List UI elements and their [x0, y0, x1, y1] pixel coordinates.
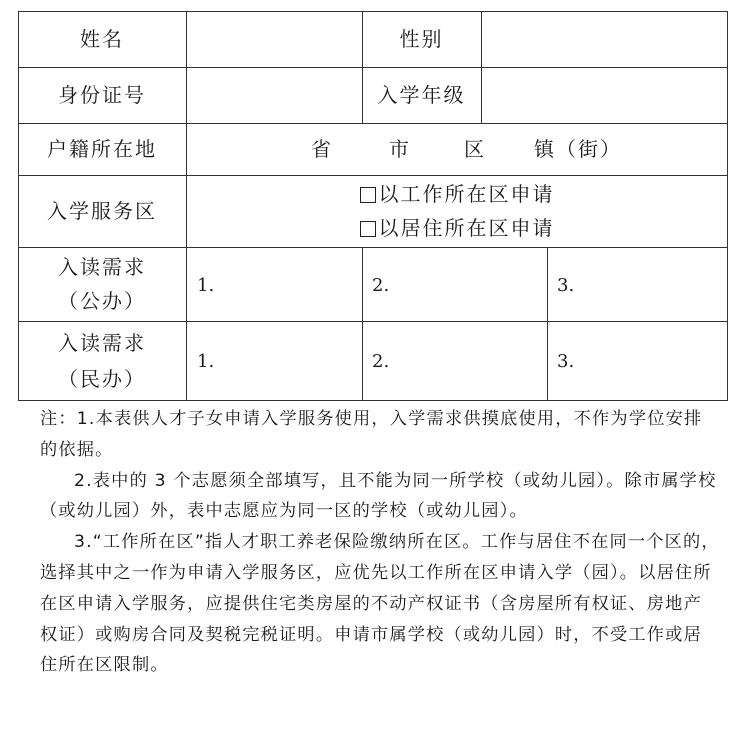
name-label: 姓名	[80, 27, 124, 51]
table-col-divider	[362, 247, 363, 401]
table-border-bottom	[18, 400, 728, 401]
public-choice-3[interactable]	[557, 275, 574, 296]
hukou-label: 户籍所在地	[47, 137, 157, 161]
note-2: 2.表中的 3 个志愿须全部填写，且不能为同一所学校（或幼儿园）。除市属学校（或幼儿园）外，表中志愿应为同一区的学校（或幼儿园）。	[40, 470, 717, 522]
option-work-district-label: 以工作所在区申请	[378, 182, 555, 206]
id-number-field[interactable]	[187, 68, 361, 122]
note-3: 3.“工作所在区”指人才职工养老保险缴纳所在区。工作与居住不在同一个区的，选择其中之一作为申请入学服务区，应优先以工作所在区申请入学（园）。以居住所在区申请入学服务，应提供住宅类房屋的不动产权证书（含房屋所有权证、房地产权证）或购房合同及契税完税证明。申请市属学校（或幼儿园）时，不受工作或居住所在区限制。	[40, 532, 720, 676]
public-school-label	[18, 247, 186, 321]
public-choice-1[interactable]	[197, 275, 214, 296]
option-work-district[interactable]	[360, 177, 555, 211]
choice-number: 3.	[557, 275, 575, 296]
private-choice-3[interactable]	[557, 351, 574, 372]
checkbox-icon[interactable]	[360, 221, 376, 237]
town-suffix: 镇（街）	[534, 137, 622, 161]
choice-number: 1.	[197, 351, 215, 372]
hukou-field[interactable]	[187, 124, 727, 174]
table-col-divider	[547, 247, 548, 401]
private-school-label	[18, 321, 186, 400]
gender-field[interactable]	[483, 12, 726, 66]
private-choice-1[interactable]	[197, 351, 214, 372]
note-1: 注：1.本表供人才子女申请入学服务使用，入学需求供摸底使用，不作为学位安排的依据。	[40, 409, 703, 460]
gender-label: 性别	[399, 27, 444, 51]
service-area-options	[187, 176, 727, 246]
name-field[interactable]	[187, 12, 361, 66]
grade-field[interactable]	[483, 68, 726, 122]
city-suffix: 市	[389, 137, 411, 161]
grade-label: 入学年级	[377, 83, 466, 107]
option-residence-district[interactable]	[360, 211, 555, 245]
choice-number: 3.	[557, 351, 575, 372]
notes-section	[40, 404, 720, 681]
choice-number: 2.	[372, 275, 390, 296]
private-choice-2[interactable]	[372, 351, 389, 372]
district-suffix: 区	[464, 137, 486, 161]
province-suffix: 省	[311, 137, 333, 161]
public-school-label-line1: 入读需求	[58, 255, 146, 279]
choice-number: 2.	[372, 351, 390, 372]
service-area-label: 入学服务区	[47, 199, 157, 223]
public-choice-2[interactable]	[372, 275, 389, 296]
option-residence-district-label: 以居住所在区申请	[378, 216, 555, 240]
private-school-label-line2: （民办）	[58, 366, 146, 391]
application-form-table	[18, 11, 728, 401]
checkbox-icon[interactable]	[360, 187, 376, 203]
private-school-label-line1: 入读需求	[58, 330, 146, 355]
choice-number: 1.	[197, 275, 215, 296]
table-border-right	[727, 11, 728, 401]
id-number-label: 身份证号	[58, 83, 146, 107]
public-school-label-line2: （公办）	[58, 289, 146, 313]
